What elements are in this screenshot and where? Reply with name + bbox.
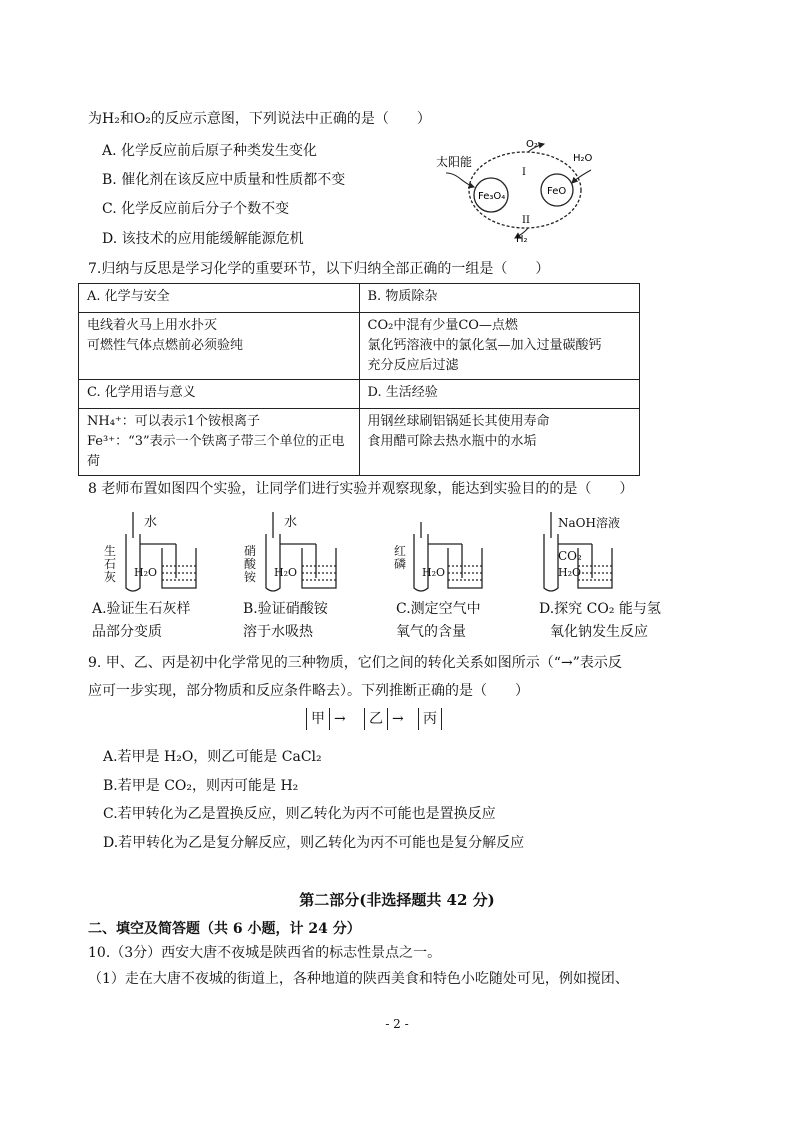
water-label-b: 水 xyxy=(284,515,298,530)
q7-cell-d-body xyxy=(359,409,640,476)
q7-c-line-1: NH₄⁺：可以表示1个铵根离子 xyxy=(87,414,261,429)
step-ii-label: II xyxy=(522,215,530,226)
q7-cell-a-body xyxy=(79,313,360,380)
naoh-label: NaOH溶液 xyxy=(558,516,620,530)
section-two-heading: 二、填空及简答题（共 6 小题，计 24 分） xyxy=(88,921,361,937)
h2o-label-b: H₂O xyxy=(274,566,298,579)
q8-option-a-line1: A.验证生石灰样 xyxy=(92,601,191,617)
q8-option-b-line2: 溶于水吸热 xyxy=(243,624,313,640)
q6-option-c: C. 化学反应前后分子个数不变 xyxy=(102,201,290,217)
q7-c-line-2: Fe³⁺：“3”表示一个铁离子带三个单位的正电荷 xyxy=(87,434,345,469)
reaction-cycle-diagram xyxy=(436,135,616,250)
q7-b-line-3: 充分反应后过滤 xyxy=(367,358,459,373)
part-two-title: 第二部分(非选择题共 42 分) xyxy=(299,891,495,909)
water-label-a: 水 xyxy=(144,515,158,530)
nitrate-label: 硝酸铵 xyxy=(244,544,257,584)
q7-a-line-2: 可燃性气体点燃前必须验纯 xyxy=(87,338,244,353)
q6-option-b: B. 催化剂在该反应中质量和性质都不变 xyxy=(102,172,346,188)
q9-stem-line2: 应可一步实现，部分物质和反应条件略去）。下列推断正确的是（ ） xyxy=(88,683,529,699)
h2o-label-c: H₂O xyxy=(422,566,446,579)
chain-arrow-1: → xyxy=(334,711,346,727)
q6-option-d: D. 该技术的应用能缓解能源危机 xyxy=(102,231,304,247)
q7-d-line-2: 食用醋可除去热水瓶中的水垢 xyxy=(367,434,537,449)
q7-cell-b-body xyxy=(359,313,640,380)
q7-b-line-1: CO₂中混有少量CO—点燃 xyxy=(367,318,518,333)
q10-stem: 10.（3分）西安大唐不夜城是陕西省的标志性景点之一。 xyxy=(88,945,442,961)
q7-cell-d-head: D. 生活经验 xyxy=(359,380,640,409)
q6-option-a: A. 化学反应前后原子种类发生变化 xyxy=(102,143,318,159)
co2-label: CO₂ xyxy=(558,549,582,563)
lime-label: 生石灰 xyxy=(104,544,117,584)
q8-option-d-line1: D.探究 CO₂ 能与氢 xyxy=(539,601,661,617)
o2-label: O₂ xyxy=(526,139,538,150)
q7-cell-c-head: C. 化学用语与意义 xyxy=(79,380,360,409)
q8-option-b-line1: B.验证硝酸铵 xyxy=(243,601,328,617)
step-i-label: I xyxy=(522,167,526,178)
q7-stem: 7.归纳与反思是学习化学的重要环节，以下归纳全部正确的一组是（ ） xyxy=(88,261,550,277)
h2o-label-d: H₂O xyxy=(558,566,582,579)
chain-arrow-2: → xyxy=(392,711,404,727)
q7-cell-a-head: A. 化学与安全 xyxy=(79,284,360,313)
q9-option-a: A.若甲是 H₂O，则乙可能是 CaCl₂ xyxy=(103,749,322,765)
q6-stem: 为H₂和O₂的反应示意图，下列说法中正确的是（ ） xyxy=(88,111,431,127)
q8-option-c-line1: C.测定空气中 xyxy=(396,601,481,617)
q8-option-d-line2: 氧化钠发生反应 xyxy=(550,624,648,640)
q9-option-d: D.若甲转化为乙是复分解反应，则乙转化为丙不可能也是复分解反应 xyxy=(103,835,525,851)
q7-cell-b-head: B. 物质除杂 xyxy=(359,284,640,313)
chain-node-yi: 乙 xyxy=(364,708,388,730)
q7-a-line-1: 电线着火马上用水扑灭 xyxy=(87,318,218,333)
q7-b-line-2: 氯化钙溶液中的氯化氢—加入过量碳酸钙 xyxy=(367,338,602,353)
h2o-label: H₂O xyxy=(573,153,593,164)
q9-stem-line1: 9. 甲、乙、丙是初中化学常见的三种物质，它们之间的转化关系如图所示（“→”表示反 xyxy=(88,655,622,671)
q7-table xyxy=(78,283,640,476)
h2o-label-a: H₂O xyxy=(134,566,158,579)
fe3o4-label: Fe₃O₄ xyxy=(478,191,506,202)
page-number: - 2 - xyxy=(385,1017,409,1031)
q9-option-c: C.若甲转化为乙是置换反应，则乙转化为丙不可能也是置换反应 xyxy=(103,806,496,822)
chain-node-jia: 甲 xyxy=(306,708,330,730)
q7-d-line-1: 用钢丝球刷铝锅延长其使用寿命 xyxy=(367,414,550,429)
q10-part1: （1）走在大唐不夜城的街道上，各种地道的陕西美食和特色小吃随处可见，例如搅团、 xyxy=(88,971,629,987)
q8-option-c-line2: 氧气的含量 xyxy=(396,624,466,640)
chain-node-bing: 丙 xyxy=(418,708,442,730)
q8-stem: 8 老师布置如图四个实验，让同学们进行实验并观察现象，能达到实验目的的是（ ） xyxy=(88,481,634,497)
feo-label: FeO xyxy=(547,186,567,197)
solar-energy-label: 太阳能 xyxy=(436,155,473,169)
q7-cell-c-body xyxy=(79,409,360,476)
q8-option-a-line2: 品部分变质 xyxy=(92,624,162,640)
phosphorus-label: 红磷 xyxy=(394,544,407,571)
h2-label: H₂ xyxy=(516,234,528,245)
q9-option-b: B.若甲是 CO₂，则丙可能是 H₂ xyxy=(103,778,299,794)
